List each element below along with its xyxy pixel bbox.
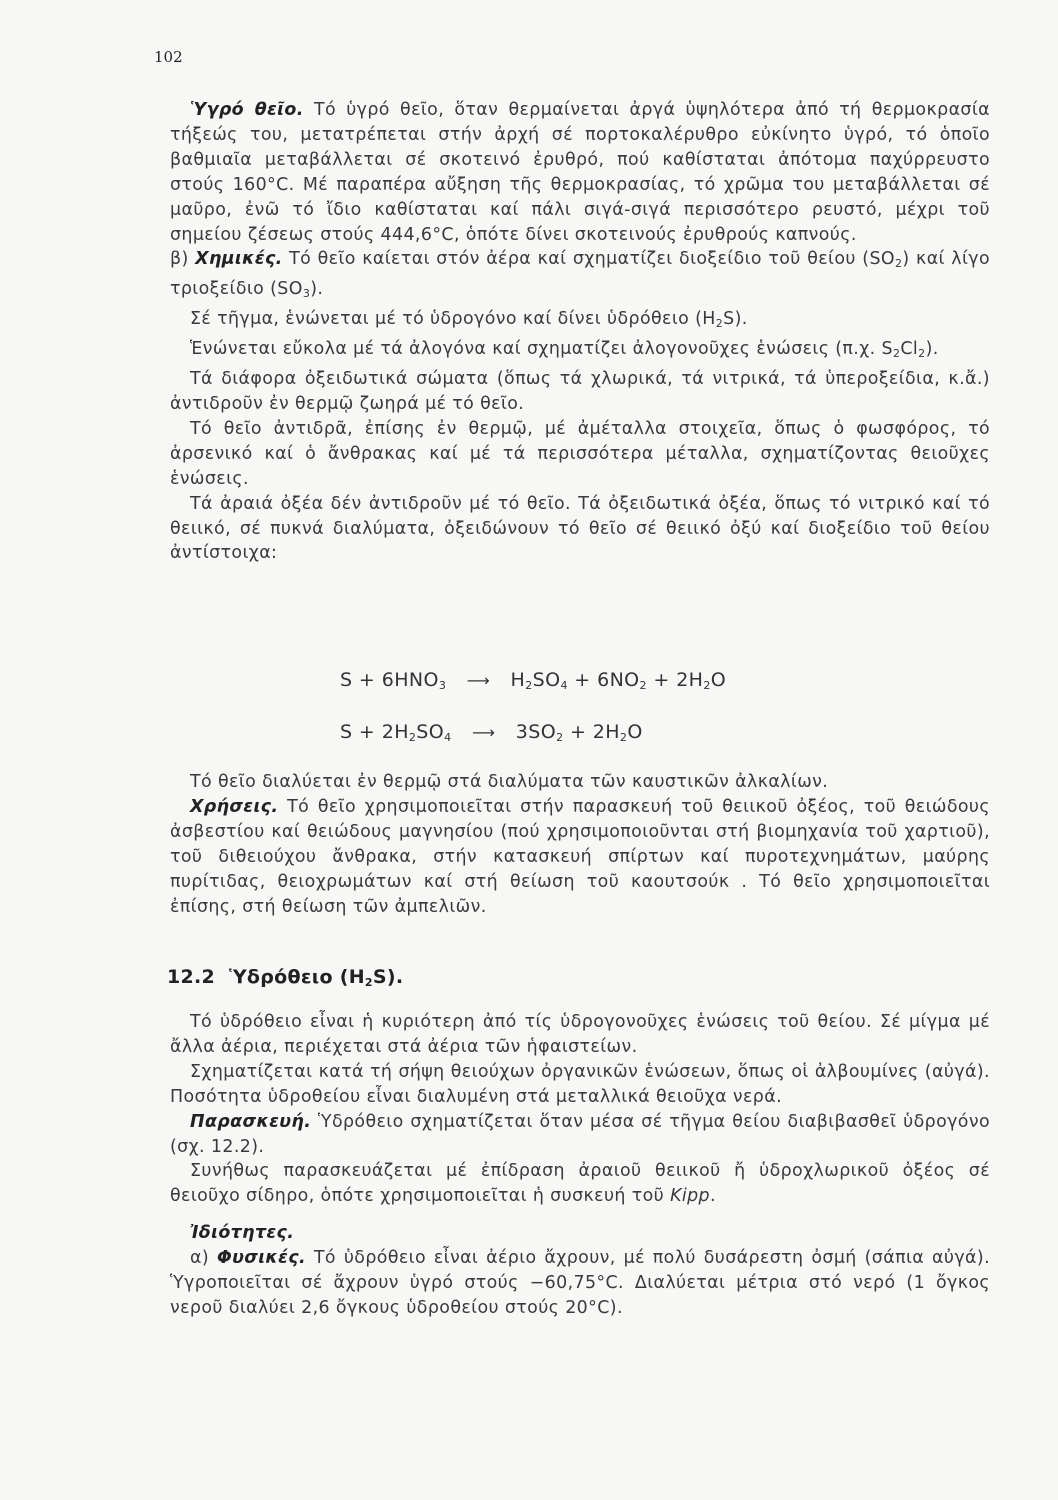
subscript: 2: [703, 679, 711, 692]
eq-text: SO: [532, 669, 561, 691]
eq-term: [511, 669, 568, 691]
halogens-text-c: ).: [925, 339, 939, 360]
paragraph-chemical: [170, 247, 990, 307]
heading-uses: Χρήσεις.: [190, 796, 279, 817]
physical-label: α): [190, 1248, 210, 1269]
eq-plus: +: [569, 721, 587, 743]
eq-term: [382, 669, 447, 691]
chemical-text-b: ) καί λίγο τριοξείδιο (SO: [170, 249, 990, 300]
heading-chemical: Χημικές.: [195, 249, 283, 270]
subscript: 3: [438, 679, 447, 692]
eq-plus: +: [653, 669, 670, 691]
eq-text: H: [510, 669, 526, 691]
paragraph-liquid-sulfur: [170, 98, 990, 247]
section-title-text: Ὑδρόθειο (H: [228, 966, 365, 988]
halogens-text: Ἑνώνεται εὔκολα μέ τά ἀλογόνα καί σχηματίζει ἀλογονοῦχες ἑνώσεις (π.χ. S: [190, 339, 893, 360]
eq-text: 6HNO: [381, 669, 439, 691]
eq-text: 3SO: [515, 721, 557, 743]
eq-term: S: [340, 721, 353, 743]
paragraph-properties-heading: [170, 1221, 990, 1246]
chemical-text-c: ).: [310, 279, 324, 300]
paragraph-nonmetals: Τό θεῖο ἀντιδρᾶ, ἐπίσης ἐν θερμῷ, μέ ἀμέταλλα στοιχεῖα, ὅπως ὁ φωσφόρος, τό ἀρσενικό καί ὁ ἄνθρακας καί μέ τά περισσότερα μέταλλα, σχηματίζοντας θειοῦχες ἑνώσεις.: [170, 418, 990, 489]
hydrogen-text-end: S).: [723, 309, 748, 330]
section-number: 12.2: [167, 966, 216, 988]
eq-plus: +: [358, 721, 376, 743]
subscript: 2: [918, 347, 926, 361]
eq-text: 2H: [381, 721, 409, 743]
paragraph-halogens: [170, 337, 990, 367]
section-title-end: S).: [372, 966, 404, 988]
eq-text: O: [627, 721, 643, 743]
paragraph-hydrogen: [170, 307, 990, 337]
eq-term: [382, 721, 452, 743]
eq-text: O: [710, 669, 727, 691]
subscript: 4: [444, 731, 452, 744]
heading-liquid-sulfur: Ὑγρό θεῖο.: [190, 100, 304, 120]
paragraph-alkali: Τό θεῖο διαλύεται ἐν θερμῷ στά διαλύματα τῶν καυστικῶν ἀλκαλίων.: [190, 772, 829, 792]
paragraph-oxidizers: Τά διάφορα ὀξειδωτικά σώματα (ὅπως τά χλωρικά, τά νιτρικά, τά ὑπεροξείδια, κ.ἄ.) ἀντιδροῦν ἐν θερμῷ ζωηρά μέ τό θεῖο.: [170, 369, 990, 414]
uses-text: Τό θεῖο χρησιμοποιεῖται στήν παρασκευή τοῦ θειικοῦ ὀξέος, τοῦ θειώδους ἀσβεστίου καί θειώδους μαγνησίου (πού χρησιμοποιοῦνται στή βιομηχανία τοῦ χαρτιοῦ), τοῦ διθειούχου ἄνθρακα, στήν κατασκευή σπίρτων καί πυροτεχνημάτων, μαύρης πυρίτιδας, θειοχρωμάτων καί στή θείωση τοῦ καουτσούκ . Τό θεῖο χρησιμοποιεῖται ἐπίσης, στή θείωση τῶν ἀμπελιῶν.: [170, 796, 990, 917]
eq-text: 6NO: [597, 669, 640, 691]
subscript: 3: [302, 287, 311, 301]
subscript: 2: [639, 679, 647, 692]
eq-term: [516, 721, 564, 743]
physical-text: Τό ὑδρόθειο εἶναι ἀέριο ἄχρουν, μέ πολύ δυσάρεστη ὀσμή (σάπια αὐγά). Ὑγροποιεῖται σέ ἄχρουν ὑγρό στούς −60,75°C. Διαλύεται μέτρια στό νερό (1 ὄγκος νεροῦ διαλύει 2,6 ὄγκους ὑδροθείου στούς 20°C).: [170, 1248, 990, 1318]
subscript: 4: [560, 679, 568, 692]
eq-term: S: [340, 669, 353, 691]
paragraph-physical: [170, 1246, 990, 1321]
text-block-top: [170, 98, 990, 566]
heading-physical: Φυσικές.: [216, 1248, 306, 1269]
subscript: 2: [364, 976, 373, 989]
equation-1: [340, 665, 726, 717]
hydrogen-text: Σέ τῆγμα, ἑνώνεται μέ τό ὑδρογόνο καί δίνει ὑδρόθειο (H: [190, 309, 716, 330]
subscript: 2: [556, 731, 564, 744]
heading-preparation: Παρασκευή.: [190, 1111, 312, 1132]
paragraph-h2s-intro: Τό ὑδρόθειο εἶναι ἡ κυριότερη ἀπό τίς ὑδρογονοῦχες ἑνώσεις τοῦ θείου. Σέ μίγμα μέ ἄλλα ἀέρια, περιέχεται στά ἀέρια τῶν ἡφαιστείων.: [170, 1012, 990, 1057]
reaction-arrow-icon: ⟶: [471, 723, 496, 742]
eq-term: [676, 669, 726, 691]
chemical-label: β): [170, 249, 189, 270]
paragraph-preparation: [170, 1110, 990, 1160]
text-block-h2s: [170, 1010, 990, 1321]
text-block-middle: [170, 770, 990, 919]
subscript: 2: [525, 679, 533, 692]
section-title: [167, 966, 403, 989]
equations-block: [340, 665, 726, 769]
paragraph-h2s-formation: Σχηματίζεται κατά τή σήψη θειούχων ὀργανικῶν ἑνώσεων, ὅπως οἱ ἀλβουμίνες (αὐγά). Ποσότητα ὑδροθείου εἶναι διαλυμένη στά μεταλλικά θειοῦχα νερά.: [170, 1061, 990, 1107]
paragraph-kipp: [170, 1159, 990, 1209]
preparation-text: Ὑδρόθειο σχηματίζεται ὅταν μέσα σέ τῆγμα θείου διαβιβασθεῖ ὑδρογόνο (σχ. 12.2).: [170, 1111, 990, 1157]
chemical-text-a: Τό θεῖο καίεται στόν ἀέρα καί σχηματίζει διοξείδιο τοῦ θείου (SO: [289, 249, 895, 270]
eq-plus: +: [574, 669, 591, 691]
subscript: 2: [895, 257, 903, 271]
reaction-arrow-icon: ⟶: [466, 671, 491, 690]
eq-text: 2H: [592, 721, 620, 743]
subscript: 2: [408, 731, 417, 744]
page-number: 102: [154, 48, 183, 66]
heading-properties: Ἰδιότητες.: [190, 1223, 295, 1244]
equation-2: [340, 717, 726, 769]
kipp-name: Kipp: [670, 1186, 710, 1207]
subscript: 2: [892, 347, 901, 361]
eq-plus: +: [358, 669, 376, 691]
paragraph-acids: Τά ἀραιά ὀξέα δέν ἀντιδροῦν μέ τό θεῖο. Τά ὀξειδωτικά ὀξέα, ὅπως τό νιτρικό καί τό θειικό, σέ πυκνά διαλύματα, ὀξειδώνουν τό θεῖο σέ θειικό ὀξύ καί διοξείδιο τοῦ θείου ἀντίστοιχα:: [170, 493, 990, 564]
eq-text: SO: [416, 721, 445, 743]
kipp-text: Συνήθως παρασκευάζεται μέ ἐπίδραση ἀραιοῦ θειικοῦ ἤ ὑδροχλωρικοῦ ὀξέος σέ θειοῦχο σίδηρο, ὁπότε χρησιμοποιεῖται ἡ συσκευή τοῦ: [170, 1161, 990, 1207]
eq-term: [597, 669, 647, 691]
halogens-text-b: Cl: [900, 339, 919, 360]
liquid-sulfur-text: Τό ὑγρό θεῖο, ὅταν θερμαίνεται ἀργά ὑψηλότερα ἀπό τή θερμοκρασία τήξεώς του, μετατρέπεται στήν ἀρχή σέ πορτοκαλέρυθρο εὐκίνητο ὑγρό, τό ὁποῖο βαθμιαῖα μεταβάλλεται σέ σκοτεινό ἐρυθρό, πού καθίσταται ἀπότομα παχύρρευστο στούς 160°C. Μέ παραπέρα αὔξηση τῆς θερμοκρασίας, τό χρῶμα του μεταβάλλεται σέ μαῦρο, ἐνῶ τό ἴδιο καθίσταται καί πάλι σιγά-σιγά περισσότερο ρευστό, μέχρι τοῦ σημείου ζέσεως στούς 444,6°C, ὁπότε δίνει σκοτεινούς ἐρυθρούς καπνούς.: [170, 100, 990, 245]
paragraph-uses: [170, 795, 990, 920]
eq-text: 2H: [676, 669, 704, 691]
eq-term: [593, 721, 643, 743]
kipp-end: .: [709, 1186, 716, 1207]
subscript: 2: [619, 731, 628, 744]
subscript: 2: [715, 317, 724, 331]
